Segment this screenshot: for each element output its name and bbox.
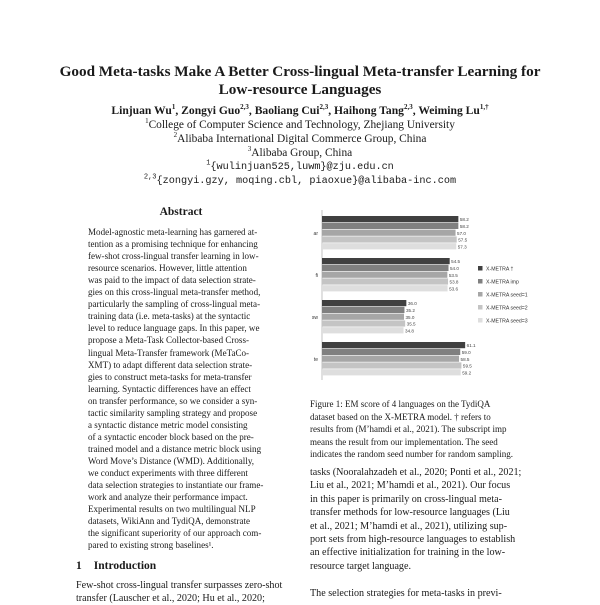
abstract-line: tactic similarity sampling strategy and propose <box>88 407 258 418</box>
bar-ar-1 <box>322 223 458 229</box>
right-column-line: Liu et al., 2021; M’hamdi et al., 2021). Our focus <box>310 480 511 492</box>
abstract-line: trained model and a distance metric block using <box>88 443 262 454</box>
abstract-line: few-shot cross-lingual transfer learning in low- <box>88 251 259 262</box>
bar-te-4 <box>322 369 461 375</box>
legend-label: X-METRA seed=2 <box>486 305 528 312</box>
value-label: 58.2 <box>459 217 469 223</box>
legend-label: X-METRA † <box>486 266 514 273</box>
bar-chart <box>306 208 551 383</box>
bar-sw-4 <box>322 327 404 333</box>
bar-fi-1 <box>322 265 449 271</box>
value-label: 59.0 <box>461 350 471 355</box>
abstract-line: Experimental results on two multilingual NLP <box>88 504 256 515</box>
abstract-line: gies on this cross-lingual meta-transfer method, <box>88 287 261 298</box>
right-column-line: transfer methods for low-resource languages (Liu <box>310 507 510 519</box>
abstract-line: resource scenarios. However, little attention <box>88 263 247 274</box>
abstract-line: training data (i.e. meta-tasks) at the syntactic <box>88 311 251 322</box>
right-column-line: port sets from high-resource languages to establish <box>310 534 516 545</box>
abstract-line: data selection strategies to instantiate our frame- <box>88 480 264 491</box>
category-label: ar <box>313 231 318 237</box>
abstract-line: Word Move’s Distance (WMD). Additionally, <box>88 455 255 466</box>
bar-te-2 <box>322 356 459 362</box>
abstract-heading: Abstract <box>159 206 203 218</box>
bar-fi-4 <box>322 285 448 291</box>
bar-te-1 <box>322 349 460 355</box>
abstract-line: lingual Meta-Transfer framework (MeTaCo- <box>88 347 250 358</box>
bar-te-0 <box>322 342 465 348</box>
abstract-line: propose a Meta-Task Collector-based Cross- <box>88 335 249 346</box>
legend-label: X-METRA seed=1 <box>486 292 528 299</box>
value-label: 53.8 <box>449 279 459 285</box>
affiliation: $^3$Alibaba Group, China <box>247 145 353 159</box>
intro-line: transfer (Lauscher et al., 2020; Hu et al., 2020; <box>76 593 265 605</box>
value-label: 58.5 <box>460 356 470 362</box>
value-label: 35.2 <box>405 308 415 313</box>
value-label: 57.0 <box>457 230 466 236</box>
email-line[interactable]: $^1${wulinjuan525,luwm}@zju.edu.cn <box>206 159 394 173</box>
affiliation: $^1$College of Computer Science and Technology, Zhejiang University <box>145 117 455 131</box>
abstract-line: on transfer performance, so we consider a syn- <box>88 395 258 406</box>
category-label: te <box>313 357 318 363</box>
right-column-line: tasks (Nooralahzadeh et al., 2020; Ponti et al., 2021; <box>310 467 522 478</box>
caption-line: means the result from our implementation. The seed <box>310 436 498 447</box>
title-line-1: Good Meta-tasks Make A Better Cross-lingual Meta-transfer Learning for <box>59 63 541 80</box>
bar-ar-0 <box>322 216 458 222</box>
author: Linjuan Wu$^1$, <box>111 103 179 117</box>
caption-line: indicates the random seed number for random sampling. <box>310 449 513 460</box>
abstract-line: a syntactic distance metric model consisting <box>88 419 248 430</box>
caption-line: results from (M’hamdi et al., 2021). The subscript imp <box>310 424 507 435</box>
section-number: 1 <box>76 560 82 572</box>
right-column-line: in this paper is primarily on cross-lingual meta- <box>310 493 503 505</box>
author: Weiming $Lu^{1,\dagger}$ <box>418 103 489 117</box>
value-label: 34.8 <box>405 328 414 334</box>
right-column-line: resource target language. <box>310 560 411 572</box>
bar-sw-0 <box>322 300 406 306</box>
value-label: 53.5 <box>448 272 458 278</box>
value-label: 57.5 <box>458 237 468 243</box>
abstract-line: XMT) to adapt different data selection strate- <box>88 359 253 370</box>
abstract-line: learning. Syntactic differences have an effect <box>88 383 251 394</box>
author: Haihong Tang$^{2,3}$, <box>334 103 416 117</box>
value-label: 35.0 <box>405 314 415 320</box>
bar-sw-3 <box>322 320 405 326</box>
right-column-line: The selection strategies for meta-tasks in previ- <box>310 587 502 599</box>
legend-swatch <box>478 292 483 297</box>
value-label: 58.2 <box>459 224 469 229</box>
abstract-line: gies to construct meta-tasks for meta-transfer <box>88 371 252 382</box>
legend-label: X-METRA seed=3 <box>486 318 528 325</box>
abstract-line: the significant superiority of our approach com- <box>88 528 262 539</box>
abstract-line: work and analyze their performance impact. <box>88 492 248 503</box>
abstract-line: pared to existing strong baselines¹. <box>88 540 214 551</box>
affiliation: $^2$Alibaba International Digital Commerce Group, China <box>173 131 427 145</box>
right-column-line: an effective initialization for training in the low- <box>310 547 506 559</box>
paper-title <box>40 63 560 99</box>
value-label: 61.1 <box>466 343 476 349</box>
section-heading <box>76 560 156 572</box>
abstract-line: we conduct experiments with three different <box>88 468 248 478</box>
category-label: sw <box>311 315 318 321</box>
title-line-2: Low-resource Languages <box>218 81 382 98</box>
abstract-line: level to reduce language gaps. In this paper, we <box>88 323 260 334</box>
bar-ar-4 <box>322 243 456 249</box>
caption-line: Figure 1: EM score of 4 languages on the TydiQA <box>310 399 491 409</box>
author: Baoliang Cui$^{2,3}$, <box>254 103 332 117</box>
section-title: Introduction <box>93 560 157 572</box>
bar-ar-3 <box>322 236 457 242</box>
value-label: 59.5 <box>462 363 472 369</box>
legend-label: X-METRA imp <box>486 279 519 286</box>
value-label: 54.5 <box>451 259 461 265</box>
abstract-line: was paid to the impact of data selection strate- <box>88 275 256 286</box>
value-label: 57.3 <box>457 244 467 250</box>
abstract-line: particularly the sampling of cross-lingual meta- <box>88 299 261 310</box>
bar-sw-2 <box>322 314 404 320</box>
intro-line: Few-shot cross-lingual transfer surpasses zero-shot <box>76 580 283 591</box>
value-label: 59.2 <box>462 370 472 376</box>
abstract-line: of a syntactic encoder block based on the pre- <box>88 431 254 442</box>
email-line[interactable]: $^{2,3}${zongyi.gzy, moqing.cbl, piaoxue}@alibaba-inc.com <box>143 173 457 187</box>
bar-fi-0 <box>322 258 450 264</box>
value-label: 53.6 <box>449 286 459 292</box>
right-column-line: et al., 2021; M’hamdi et al., 2021), utilizing sup- <box>310 520 508 532</box>
value-label: 36.0 <box>407 301 417 307</box>
abstract-line: Model-agnostic meta-learning has garnered at- <box>88 227 258 237</box>
bar-fi-2 <box>322 272 447 278</box>
author-list <box>40 103 560 118</box>
abstract-line: datasets, WikiAnn and TydiQA, demonstrate <box>88 516 250 527</box>
category-label: fi <box>315 273 318 279</box>
legend-swatch <box>478 279 483 284</box>
bar-sw-1 <box>322 307 404 313</box>
legend-swatch <box>478 318 483 323</box>
value-label: 35.5 <box>406 321 416 327</box>
bar-te-3 <box>322 362 461 368</box>
legend-swatch <box>478 266 483 271</box>
bar-fi-3 <box>322 278 448 284</box>
author: Zongyi Guo$^{2,3}$, <box>181 103 252 117</box>
legend-swatch <box>478 305 483 310</box>
abstract-line: tention as a promising technique for enhancing <box>88 239 258 250</box>
caption-line: dataset based on the X-METRA model. † refers to <box>310 411 491 422</box>
bar-ar-2 <box>322 230 456 236</box>
value-label: 54.0 <box>450 266 459 271</box>
